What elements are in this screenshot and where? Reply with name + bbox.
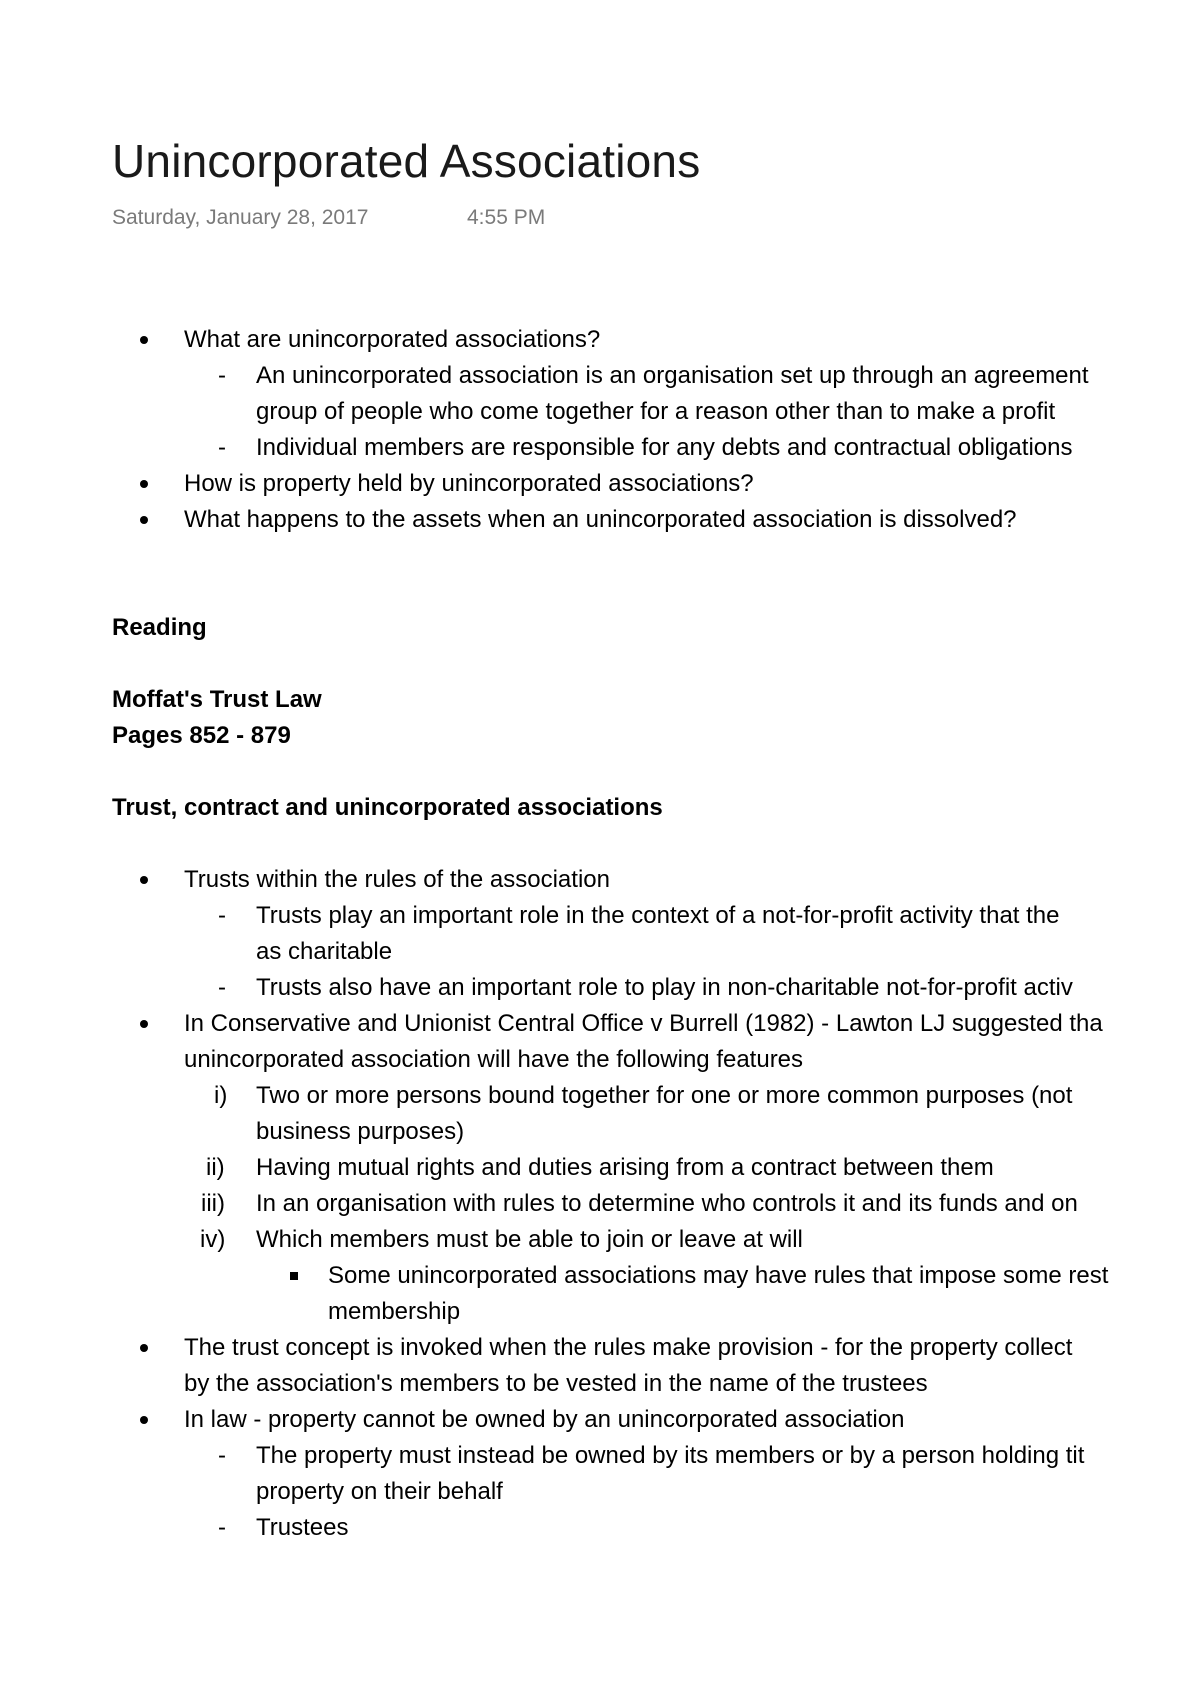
bullet-icon (140, 516, 148, 524)
list-item: An unincorporated association is an organisation set up through an agreement (256, 362, 1089, 389)
list-item: The property must instead be owned by its members or by a person holding tit (256, 1442, 1085, 1469)
list-item-continuation: property on their behalf (256, 1478, 503, 1505)
roman-marker: iv) (200, 1226, 226, 1253)
list-item: How is property held by unincorporated associations? (184, 470, 754, 497)
dash-marker: - (218, 974, 226, 1001)
list-item: Individual members are responsible for any debts and contractual obligations (256, 434, 1073, 461)
list-item-continuation: as charitable (256, 938, 393, 965)
book-title: Moffat's Trust Law (112, 686, 322, 713)
list-item: What are unincorporated associations? (184, 326, 601, 353)
list-item: In an organisation with rules to determine who controls it and its funds and on (256, 1190, 1078, 1217)
page-time: 4:55 PM (467, 206, 546, 229)
list-item: Two or more persons bound together for one or more common purposes (not (256, 1082, 1073, 1109)
list-item: Trustees (256, 1514, 349, 1541)
square-bullet-icon (290, 1272, 298, 1280)
page-date: Saturday, January 28, 2017 (112, 206, 369, 229)
list-item-continuation: business purposes) (256, 1118, 465, 1145)
list-item: Some unincorporated associations may have rules that impose some rest (328, 1262, 1109, 1289)
list-item-continuation: group of people who come together for a reason other than to make a profit (256, 398, 1056, 425)
dash-marker: - (218, 902, 226, 929)
list-item: Having mutual rights and duties arising from a contract between them (256, 1154, 994, 1181)
dash-marker: - (218, 362, 226, 389)
list-item: Trusts also have an important role to play in non-charitable not-for-profit activ (256, 974, 1073, 1001)
roman-marker: i) (214, 1082, 228, 1109)
dash-marker: - (218, 1514, 226, 1541)
list-item-continuation: unincorporated association will have the following features (184, 1046, 804, 1073)
list-item: In Conservative and Unionist Central Office v Burrell (1982) - Lawton LJ suggested tha (184, 1010, 1103, 1037)
list-item: In law - property cannot be owned by an unincorporated association (184, 1406, 905, 1433)
list-item: Trusts play an important role in the context of a not-for-profit activity that the (256, 902, 1060, 929)
bullet-icon (140, 480, 148, 488)
list-item: Trusts within the rules of the association (184, 866, 610, 893)
bullet-icon (140, 1020, 148, 1028)
list-item: What happens to the assets when an unincorporated association is dissolved? (184, 506, 1017, 533)
bullet-icon (140, 1416, 148, 1424)
roman-marker: ii) (206, 1154, 225, 1181)
book-pages: Pages 852 - 879 (112, 722, 291, 749)
bullet-icon (140, 336, 148, 344)
list-item-continuation: membership (328, 1298, 461, 1325)
section-heading: Trust, contract and unincorporated associations (112, 794, 663, 821)
list-item: Which members must be able to join or leave at will (256, 1226, 803, 1253)
dash-marker: - (218, 434, 226, 461)
bullet-icon (140, 876, 148, 884)
page-title: Unincorporated Associations (112, 135, 701, 187)
dash-marker: - (218, 1442, 226, 1469)
bullet-icon (140, 1344, 148, 1352)
roman-marker: iii) (201, 1190, 225, 1217)
reading-heading: Reading (112, 614, 207, 641)
list-item-continuation: by the association's members to be vested in the name of the trustees (184, 1370, 928, 1397)
list-item: The trust concept is invoked when the rules make provision - for the property collect (184, 1334, 1073, 1361)
